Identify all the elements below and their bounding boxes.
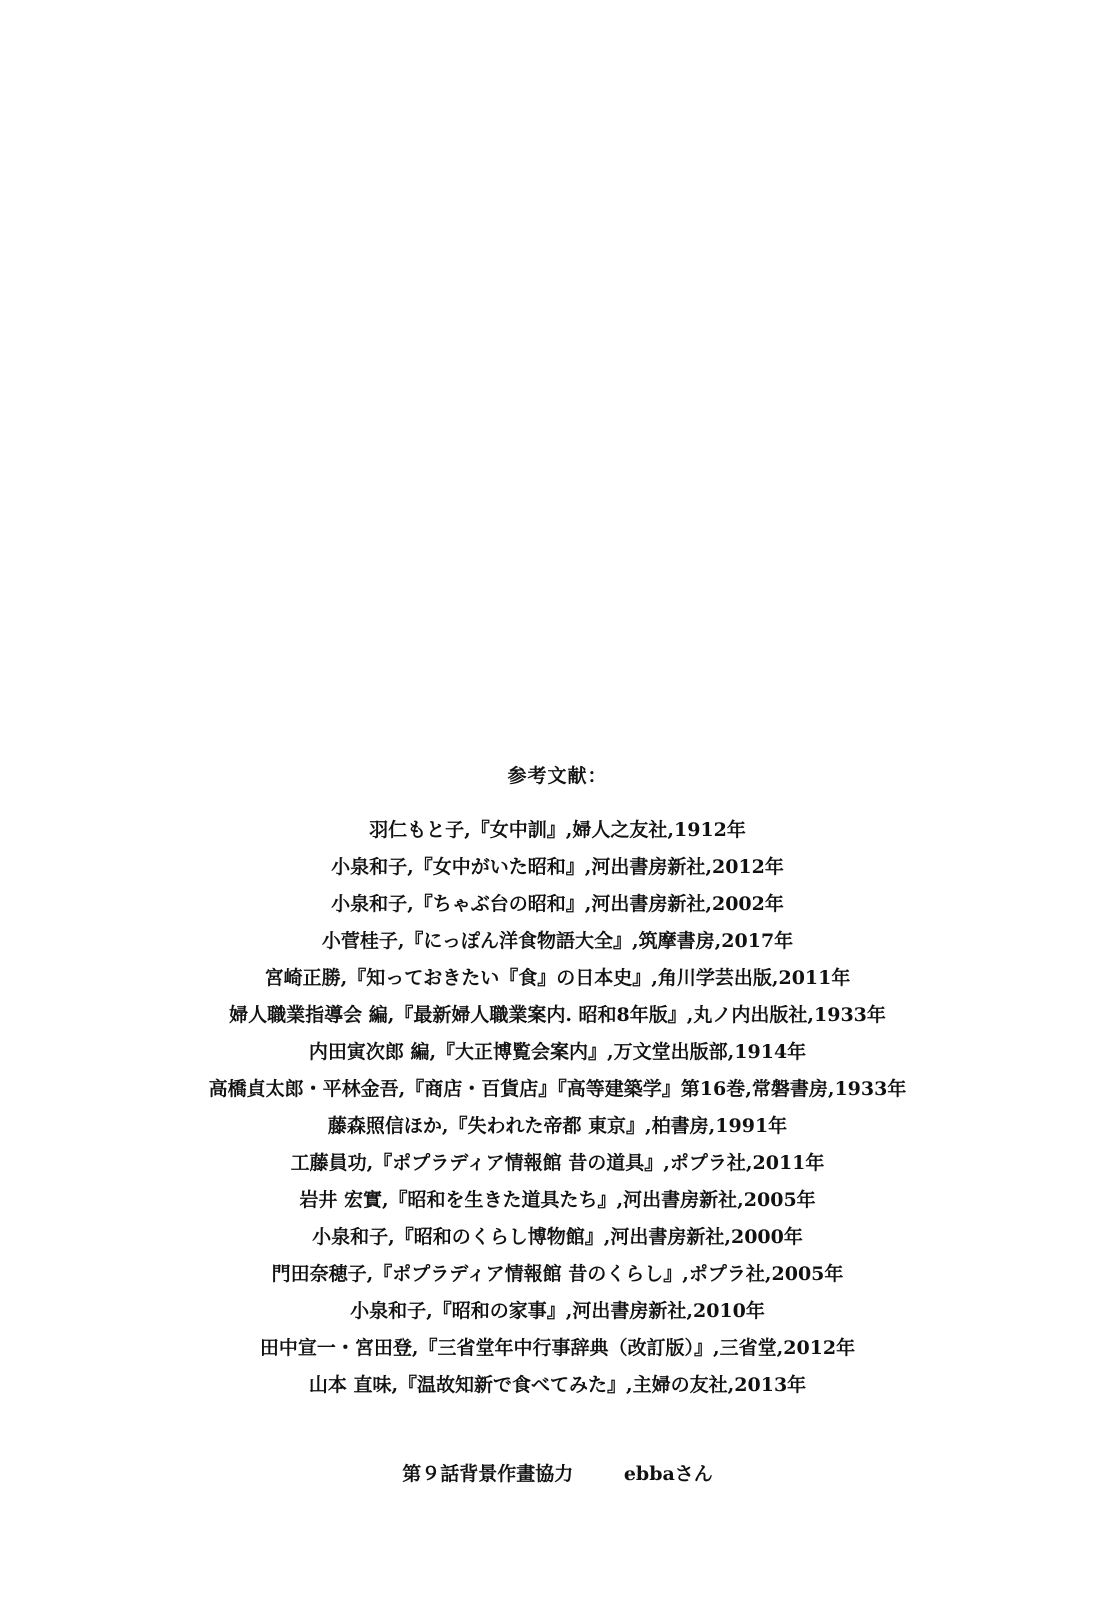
credit-name: ebbaさん — [623, 1463, 713, 1485]
background-credit — [0, 1460, 1115, 1488]
reference-item: 小泉和子,『昭和のくらし博物館』,河出書房新社,2000年 — [312, 1226, 803, 1248]
reference-list — [0, 812, 1115, 1404]
reference-item: 小泉和子,『ちゃぶ台の昭和』,河出書房新社,2002年 — [331, 893, 784, 915]
reference-item: 岩井 宏實,『昭和を生きた道具たち』,河出書房新社,2005年 — [299, 1189, 816, 1211]
credit-label: 第９話背景作畫協力 — [402, 1463, 574, 1485]
reference-item: 内田寅次郎 編,『大正博覧会案内』,万文堂出版部,1914年 — [308, 1041, 807, 1063]
reference-item: 藤森照信ほか,『失われた帝都 東京』,柏書房,1991年 — [327, 1115, 788, 1137]
references-section — [0, 762, 1115, 1404]
reference-item: 工藤員功,『ポプラディア情報館 昔の道具』,ポプラ社,2011年 — [290, 1152, 825, 1174]
reference-item: 高橋貞太郎・平林金吾,『商店・百貨店』『高等建築学』第16巻,常磐書房,1933年 — [208, 1078, 907, 1100]
references-heading: 参考文献： — [507, 765, 608, 787]
reference-item: 門田奈穂子,『ポプラディア情報館 昔のくらし』,ポプラ社,2005年 — [271, 1263, 844, 1285]
reference-item: 小泉和子,『昭和の家事』,河出書房新社,2010年 — [350, 1300, 765, 1322]
reference-item: 婦人職業指導会 編,『最新婦人職業案内. 昭和8年版』,丸ノ内出版社,1933年 — [229, 1004, 886, 1026]
reference-item: 田中宣一・宮田登,『三省堂年中行事辞典（改訂版）』,三省堂,2012年 — [259, 1337, 856, 1359]
reference-item: 小菅桂子,『にっぽん洋食物語大全』,筑摩書房,2017年 — [321, 930, 794, 952]
reference-item: 宮崎正勝,『知っておきたい『食』の日本史』,角川学芸出版,2011年 — [264, 967, 851, 989]
reference-item: 羽仁もと子,『女中訓』,婦人之友社,1912年 — [369, 819, 746, 841]
reference-item: 山本 直味,『温故知新で食べてみた』,主婦の友社,2013年 — [308, 1374, 807, 1396]
reference-item: 小泉和子,『女中がいた昭和』,河出書房新社,2012年 — [331, 856, 784, 878]
